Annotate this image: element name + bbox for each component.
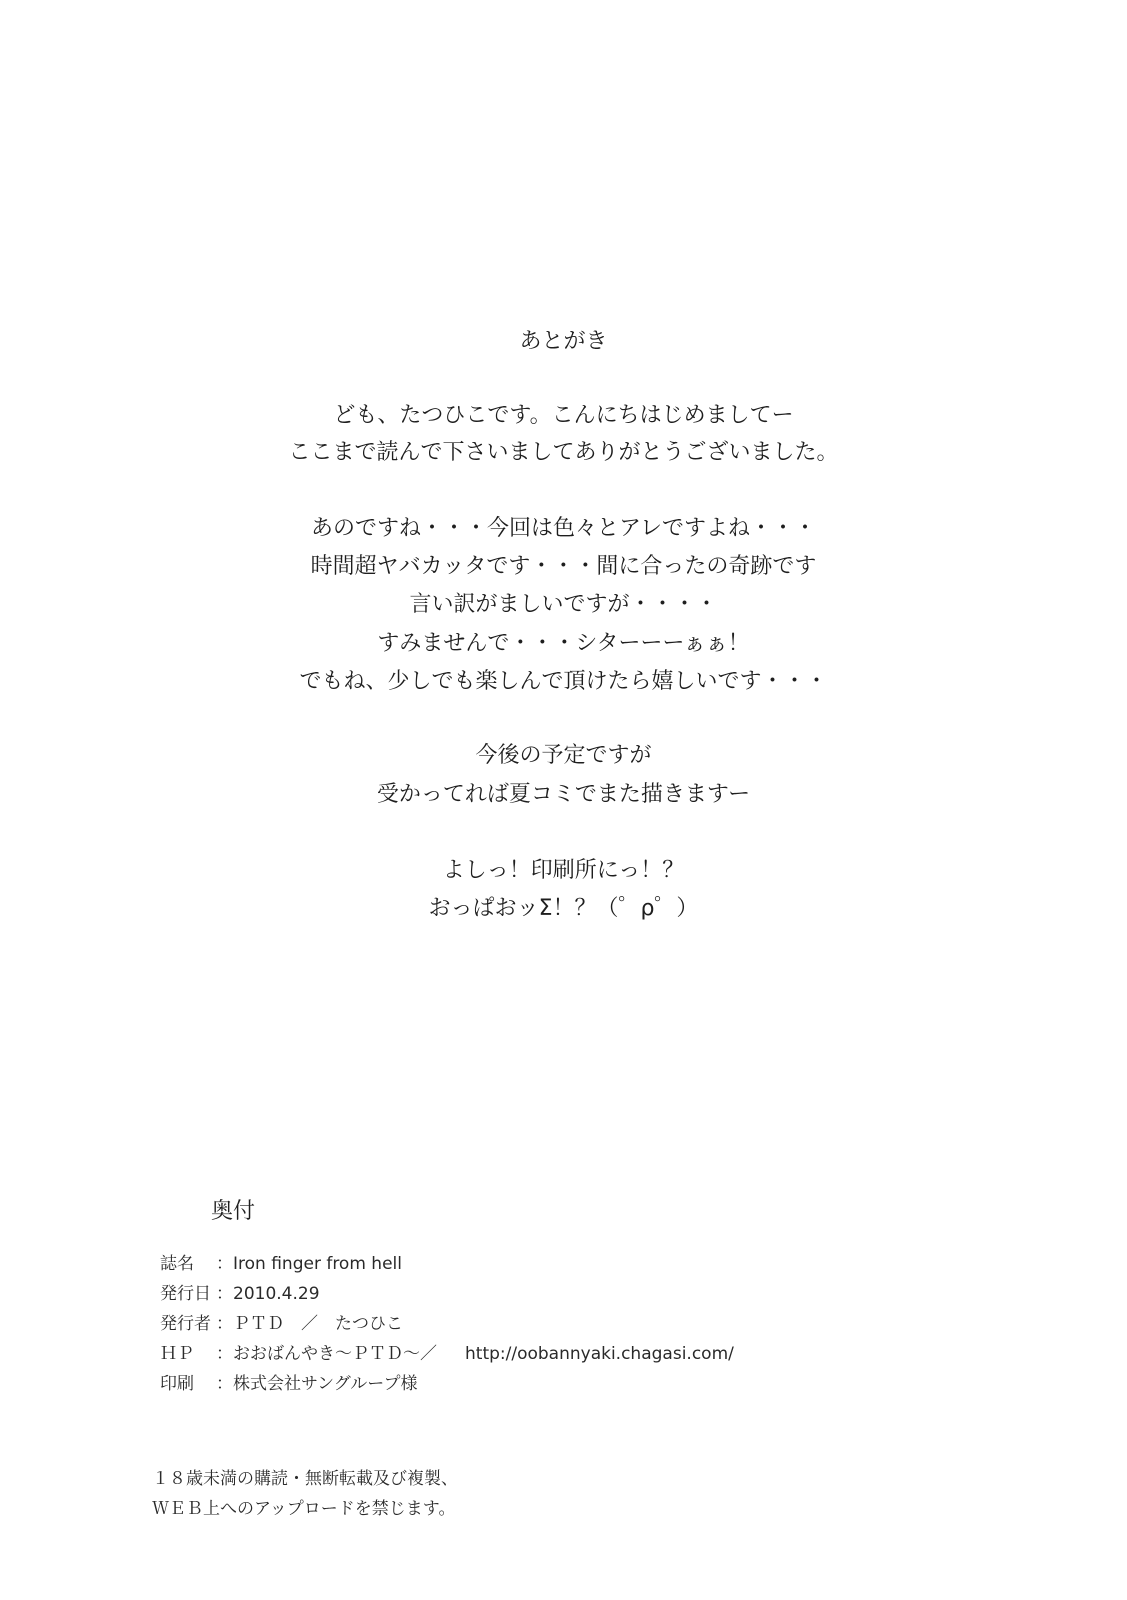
afterword-line: 言い訳がましいですが・・・・ (409, 592, 718, 617)
afterword-line: よしっ！印刷所にっ！？ (442, 858, 685, 883)
notice-line: １８歳未満の購読・無断転載及び複製、 (152, 1469, 458, 1489)
colophon-label: 印刷 (160, 1374, 194, 1394)
colophon-label: 発行者 (160, 1314, 211, 1334)
afterword-line: 受かってれば夏コミでまた描きますー (376, 782, 751, 807)
afterword-line: おっぱおッΣ！？（゜ρ゜） (428, 896, 699, 921)
afterword-line: ここまで読んで下さいましてありがとうございました。 (288, 440, 839, 465)
colophon-value: ：株式会社サングループ様 (216, 1374, 418, 1394)
age-restriction-notice (152, 1464, 458, 1524)
notice-line: ＷＥＢ上へのアップロードを禁じます。 (152, 1499, 456, 1519)
colophon-value: ：おおばんやき～ＰＴＤ～／ (216, 1344, 437, 1364)
afterword-line: あのですね・・・今回は色々とアレですよね・・・ (310, 516, 817, 541)
colophon-value: ：Iron finger from hell (216, 1254, 402, 1274)
colophon-label: ＨＰ (160, 1344, 194, 1364)
colophon-row-title (160, 1253, 402, 1275)
colophon-label: 発行日 (160, 1284, 211, 1304)
afterword-line: 時間超ヤバカッタです・・・間に合ったの奇跡です (310, 554, 817, 579)
colophon-title: 奥付 (211, 1199, 256, 1224)
colophon-value: ：ＰＴＤ ／ たつひこ (216, 1314, 403, 1334)
colophon-row-date (160, 1283, 320, 1305)
colophon-row-homepage (160, 1343, 734, 1365)
afterword-line: でもね、少しでも楽しんで頂けたら嬉しいです・・・ (299, 669, 828, 694)
colophon-value: ：2010.4.29 (216, 1284, 320, 1304)
afterword-title: あとがき (519, 329, 608, 354)
colophon-label: 誌名 (160, 1254, 194, 1274)
afterword-line: 今後の予定ですが (475, 743, 652, 768)
homepage-url-link[interactable]: http://oobannyaki.chagasi.com/ (465, 1344, 734, 1364)
colophon-row-publisher (160, 1313, 403, 1335)
afterword-line: ども、たつひこです。こんにちはじめましてー (333, 403, 794, 428)
colophon-row-printer (160, 1373, 417, 1395)
afterword-line: すみませんで・・・シターーーぁぁ！ (377, 631, 750, 656)
